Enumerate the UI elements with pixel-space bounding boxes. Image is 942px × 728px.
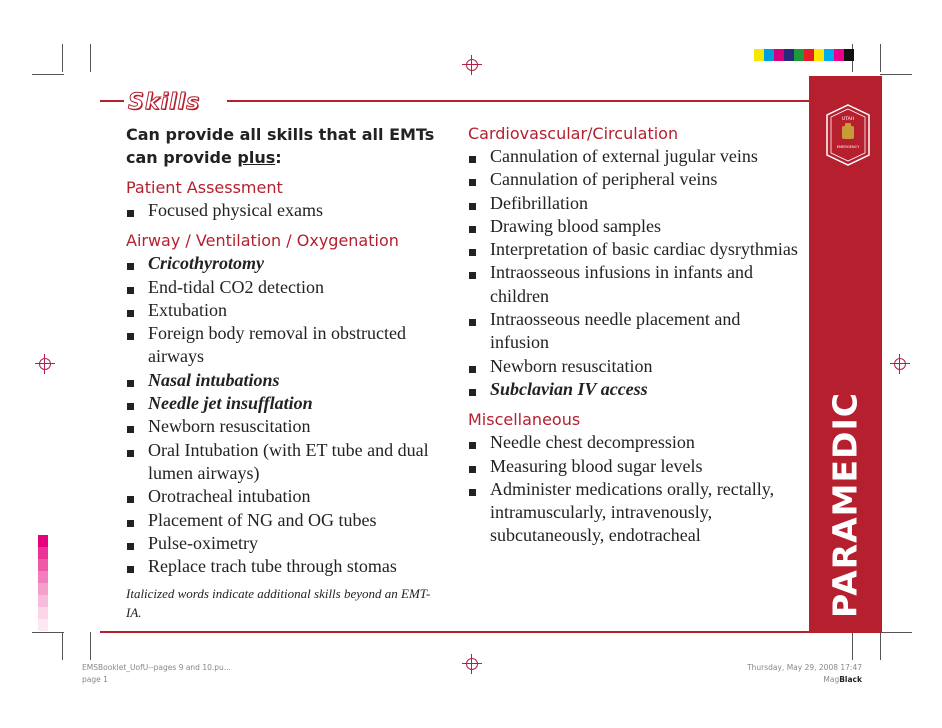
intro-line-1: Can provide all skills that all EMTs — [126, 125, 435, 144]
skill-item: Subclavian IV access — [468, 378, 798, 401]
skill-item: Interpretation of basic cardiac dysrythmias — [468, 238, 798, 261]
skill-item: Placement of NG and OG tubes — [126, 509, 456, 532]
footer-plate — [700, 674, 862, 686]
color-swatch — [774, 49, 784, 61]
skill-item: Orotracheal intubation — [126, 485, 456, 508]
registration-mark-icon — [462, 55, 482, 75]
footer-left — [82, 662, 231, 686]
crop-mark — [880, 632, 881, 660]
tint-swatch — [38, 583, 48, 595]
footnote: Italicized words indicate additional skills beyond an EMT-IA. — [126, 586, 431, 621]
skill-item: Intraosseous infusions in infants and children — [468, 261, 798, 308]
intro-line-2 — [126, 146, 456, 169]
skill-item: Intraosseous needle placement and infusion — [468, 308, 798, 355]
crop-mark — [880, 44, 881, 72]
skill-item: Replace trach tube through stomas — [126, 555, 456, 578]
skill-item: End-tidal CO2 detection — [126, 276, 456, 299]
color-swatch — [784, 49, 794, 61]
crop-mark — [880, 74, 912, 75]
intro-suffix: : — [275, 148, 282, 167]
color-swatch — [794, 49, 804, 61]
color-swatch — [754, 49, 764, 61]
footer-file: EMSBooklet_UofU--pages 9 and 10.pu... — [82, 663, 231, 672]
tint-swatch — [38, 559, 48, 571]
utah-seal-icon — [825, 103, 871, 167]
intro-underlined: plus — [237, 148, 276, 167]
crop-mark — [852, 632, 853, 660]
sidebar-label-box — [807, 380, 883, 630]
tint-swatch — [38, 535, 48, 547]
skill-list — [468, 145, 798, 401]
crop-mark — [90, 632, 91, 660]
skill-item: Measuring blood sugar levels — [468, 455, 798, 478]
skill-item: Focused physical exams — [126, 199, 456, 222]
skill-item: Newborn resuscitation — [126, 415, 456, 438]
title-rule-left — [100, 100, 124, 102]
skill-item: Drawing blood samples — [468, 215, 798, 238]
section-heading: Patient Assessment — [126, 178, 283, 197]
crop-mark — [880, 632, 912, 633]
plate-prefix: Mag — [823, 675, 840, 684]
skill-item: Oral Intubation (with ET tube and dual lumen airways) — [126, 439, 456, 486]
skill-item: Needle jet insufflation — [126, 392, 456, 415]
color-swatch — [834, 49, 844, 61]
registration-mark-icon — [890, 354, 910, 374]
title-rule — [227, 100, 809, 102]
tint-swatch — [38, 619, 48, 631]
skill-list — [468, 431, 798, 547]
crop-mark — [32, 632, 64, 633]
section-airway — [126, 230, 456, 578]
section-heading: Miscellaneous — [468, 410, 581, 430]
section-heading: Airway / Ventilation / Oxygenation — [126, 231, 399, 251]
seal-text-mid: EMERGENCY — [836, 145, 860, 149]
skill-item: Cannulation of peripheral veins — [468, 168, 798, 191]
left-column — [126, 123, 456, 622]
skill-list — [126, 199, 456, 222]
skill-item: Extubation — [126, 299, 456, 322]
bottom-rule — [100, 631, 882, 633]
color-swatch — [764, 49, 774, 61]
skill-list — [126, 252, 456, 578]
registration-mark-icon — [462, 654, 482, 674]
crop-mark — [90, 44, 91, 72]
section-patient-assessment — [126, 177, 456, 222]
color-swatch — [814, 49, 824, 61]
tint-swatch — [38, 595, 48, 607]
crop-mark — [32, 74, 64, 75]
section-heading: Cardiovascular/Circulation — [468, 124, 679, 143]
tint-swatch — [38, 547, 48, 559]
skill-item: Defibrillation — [468, 192, 798, 215]
skill-item: Cannulation of external jugular veins — [468, 145, 798, 168]
tint-swatch — [38, 607, 48, 619]
footer-page: page 1 — [82, 675, 108, 684]
skill-item: Newborn resuscitation — [468, 355, 798, 378]
tint-swatch — [38, 571, 48, 583]
section-miscellaneous — [468, 409, 798, 547]
registration-mark-icon — [35, 354, 55, 374]
color-swatch — [844, 49, 854, 61]
plate-bold: Black — [839, 675, 862, 684]
color-swatch — [804, 49, 814, 61]
color-swatch — [824, 49, 834, 61]
skill-item: Administer medications orally, rectally, intramuscularly, intravenously, subcutaneously, endotracheal — [468, 478, 798, 548]
footer-date: Thursday, May 29, 2008 17:47 — [747, 663, 862, 672]
intro-prefix: can provide — [126, 148, 238, 167]
skill-item: Foreign body removal in obstructed airways — [126, 322, 456, 369]
sidebar-label: PARAMEDIC — [825, 392, 865, 618]
skill-item: Needle chest decompression — [468, 431, 798, 454]
skill-item: Pulse-oximetry — [126, 532, 456, 555]
seal-text-top: UTAH — [841, 117, 855, 122]
skill-item: Cricothyrotomy — [126, 252, 456, 275]
right-column — [468, 123, 798, 548]
page-title: Skills — [128, 90, 201, 115]
crop-mark — [62, 632, 63, 660]
crop-mark — [62, 44, 63, 72]
footer-right — [700, 662, 862, 686]
skill-item: Nasal intubations — [126, 369, 456, 392]
